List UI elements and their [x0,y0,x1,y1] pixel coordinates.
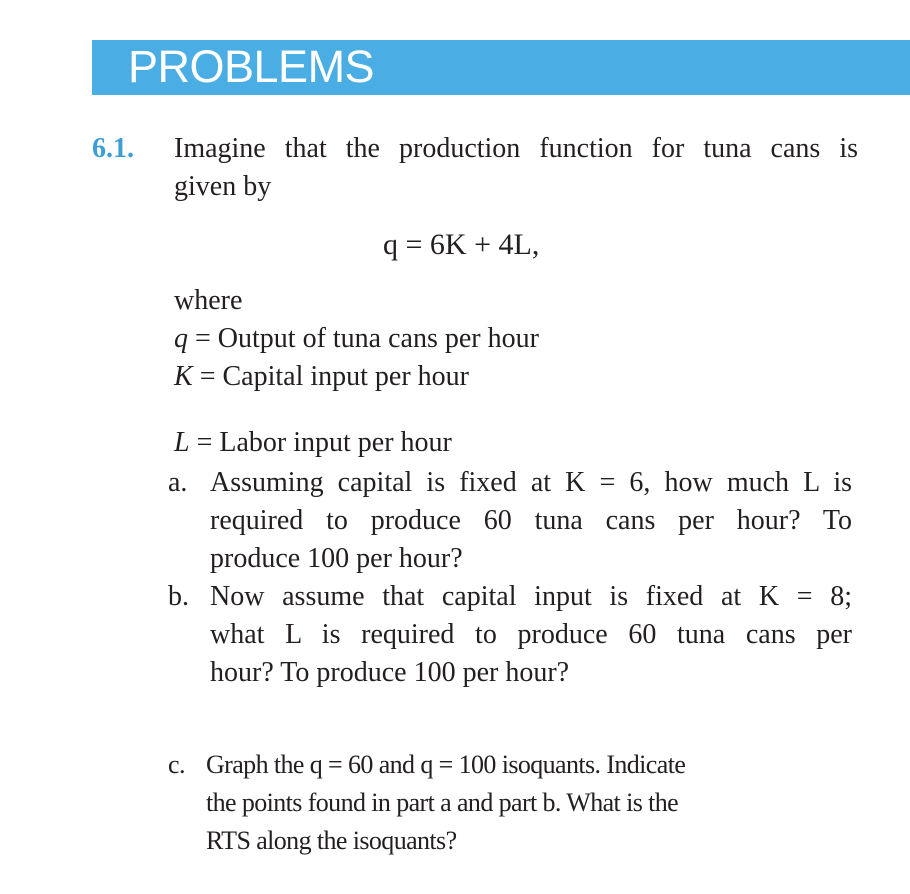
definition-text: = Labor input per hour [196,427,452,458]
definition-k [174,358,469,396]
definition-text: = Capital input per hour [199,361,469,392]
definition-q [174,320,539,358]
part-b-line-3: hour? To produce 100 per hour? [210,657,570,688]
part-c-line-2: the points found in part a and part b. What is the [206,788,679,817]
production-function-equation: q = 6K + 4L, [383,228,540,261]
definition-l [174,424,452,462]
definition-text: = Output of tuna cans per hour [195,323,539,354]
part-b-line-2: what L is required to produce 60 tuna cans per [210,619,852,650]
definition-symbol: L [174,427,190,458]
definition-symbol: q [174,323,188,354]
problem-number: 6.1. [92,133,134,164]
part-c-label: c. [168,750,185,779]
part-c-line-3: RTS along the isoquants? [206,826,457,855]
definition-symbol: K [174,361,193,392]
section-title: PROBLEMS [128,41,375,92]
part-a-line-3: produce 100 per hour? [210,543,463,574]
where-label: where [174,285,243,316]
part-a-line-2: required to produce 60 tuna cans per hour? To [210,505,852,536]
intro-line-1: Imagine that the production function for tuna cans is [174,133,858,164]
section-banner [92,40,910,95]
part-b-line-1: Now assume that capital input is fixed at K = 8; [210,581,852,612]
part-b-label: b. [168,581,189,612]
part-a-label: a. [168,467,188,498]
part-c-line-1: Graph the q = 60 and q = 100 isoquants. Indicate [206,750,686,779]
intro-line-2: given by [174,171,272,202]
part-a-line-1: Assuming capital is fixed at K = 6, how much L is [210,467,852,498]
